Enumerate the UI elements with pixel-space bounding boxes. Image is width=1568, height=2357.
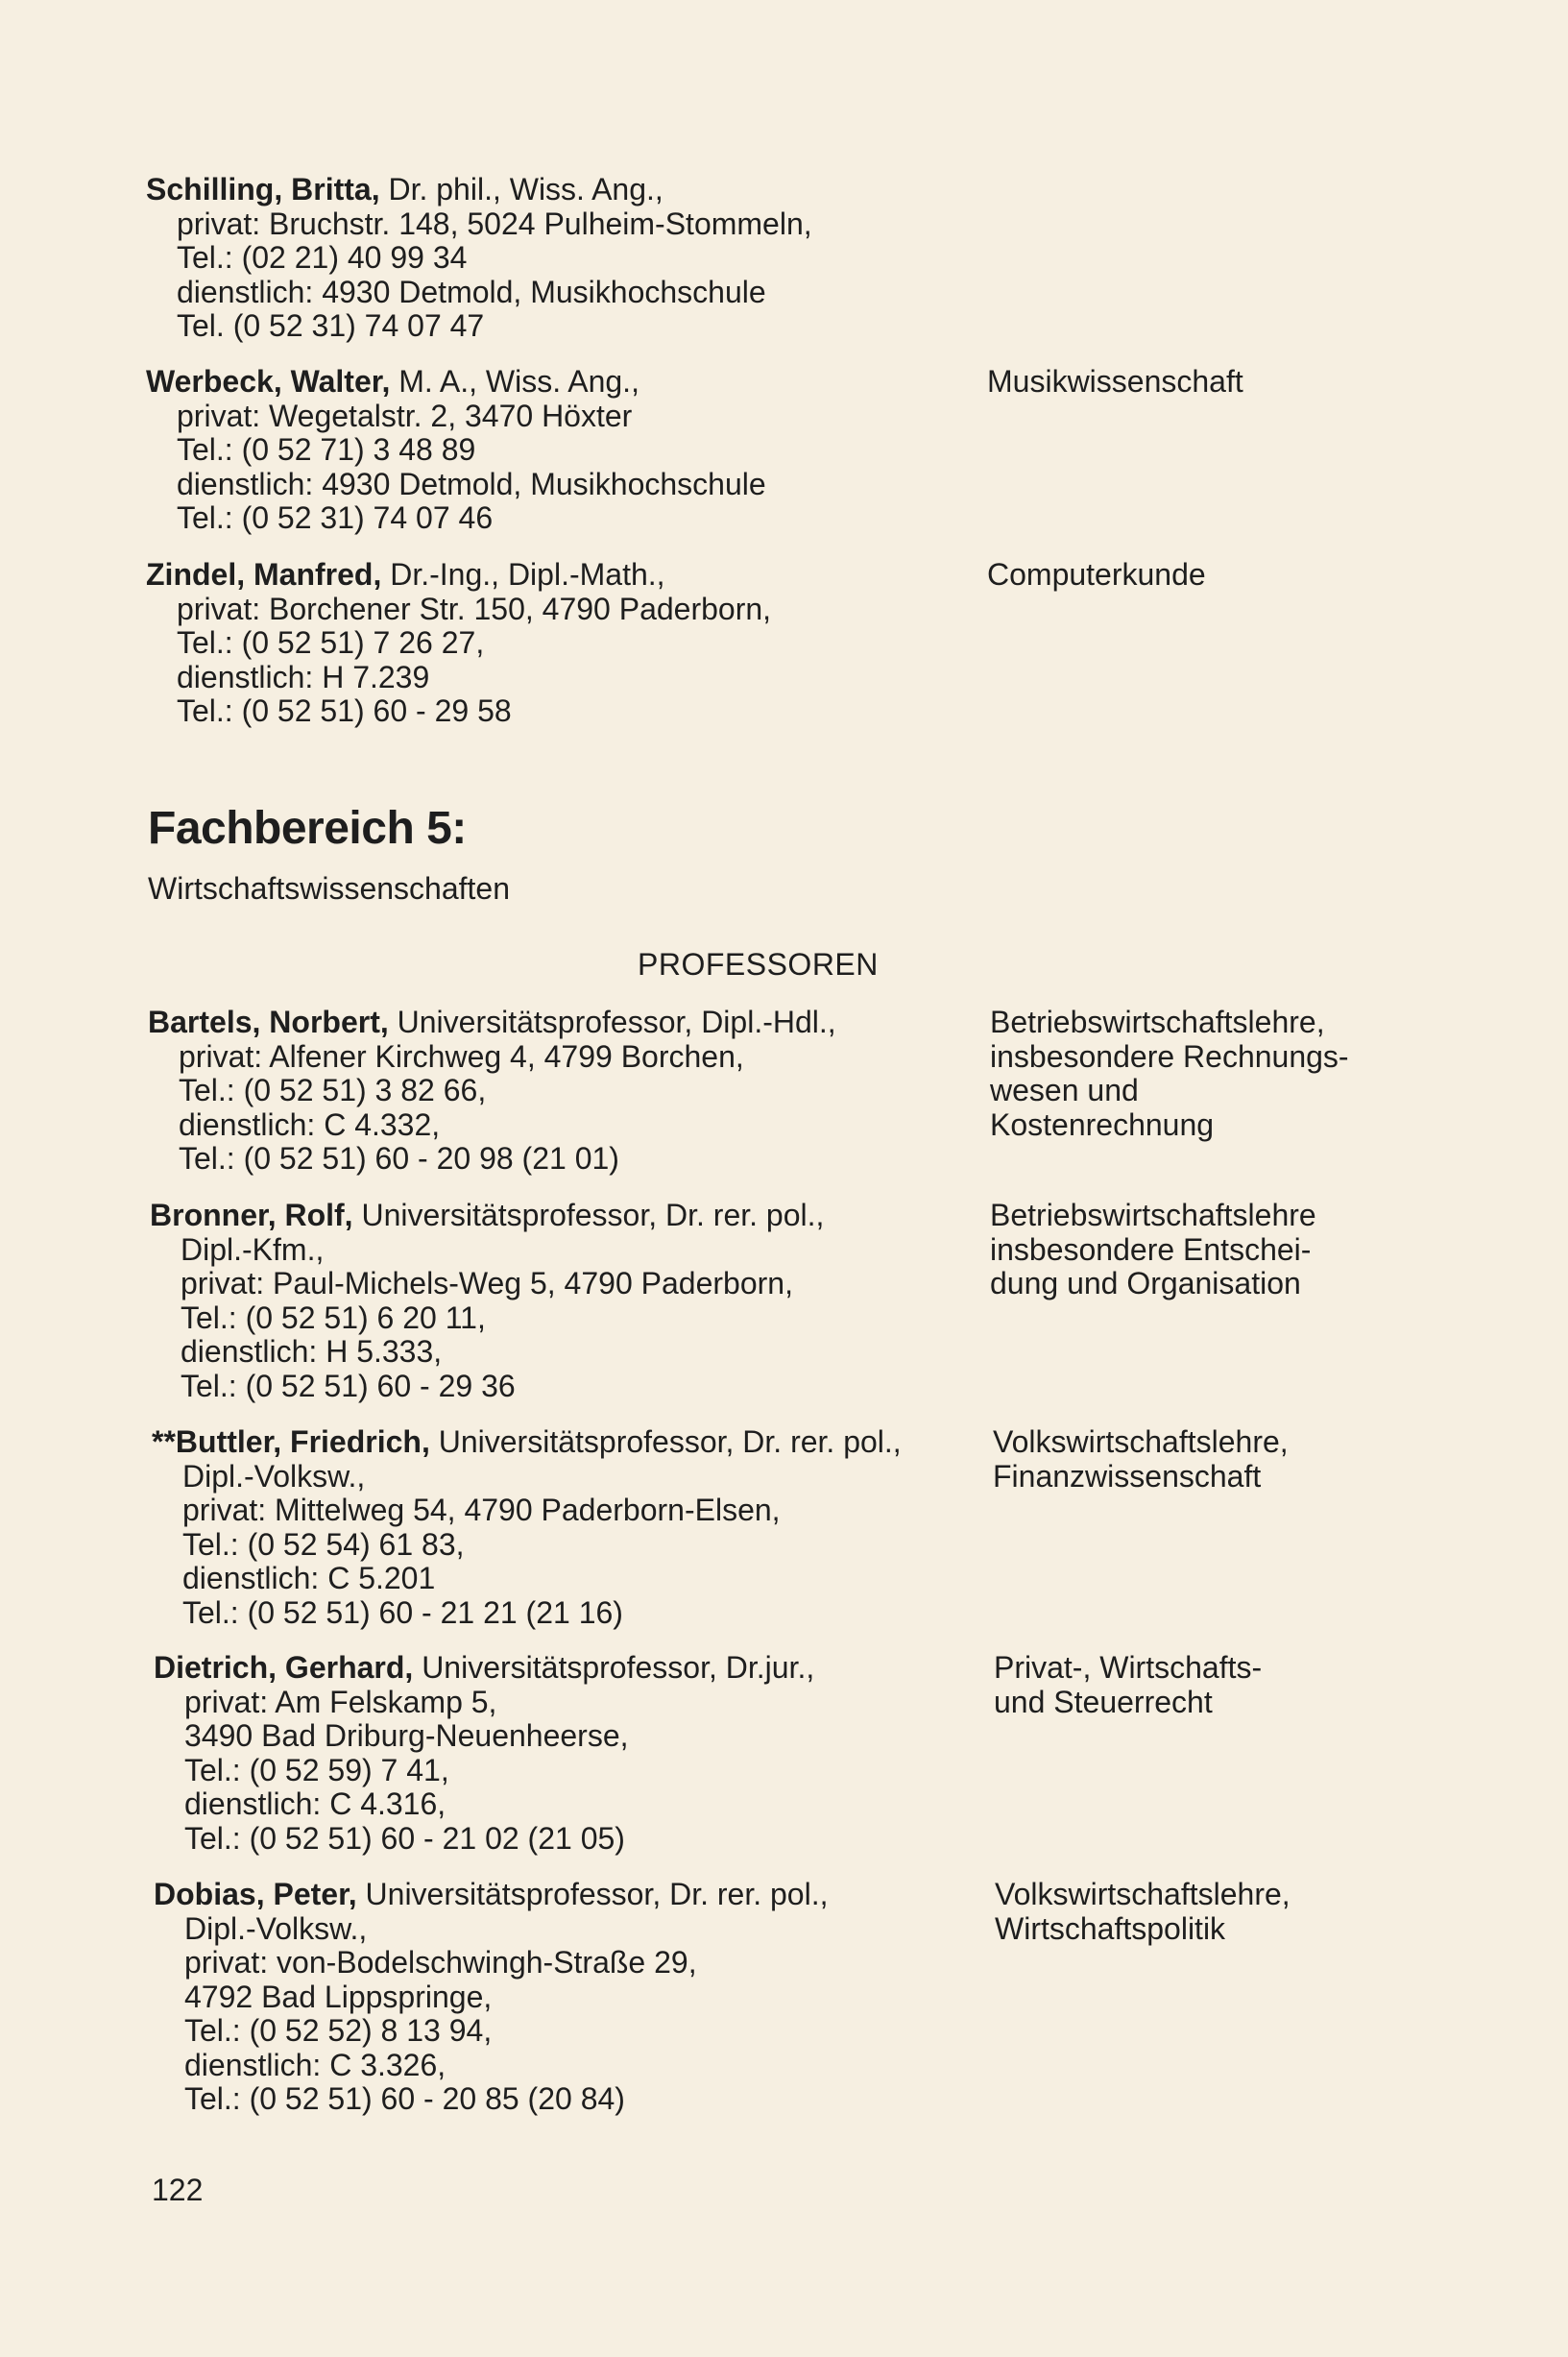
subject-line: wesen und — [990, 1073, 1139, 1107]
entry-line: Tel.: (02 21) 40 99 34 — [177, 240, 468, 275]
entry-line: Tel.: (0 52 51) 60 - 29 36 — [181, 1368, 516, 1403]
entry-heading — [154, 1651, 814, 1686]
subject-line: insbesondere Rechnungs- — [990, 1038, 1349, 1074]
entry-line: 4792 Bad Lippspringe, — [184, 1979, 493, 2014]
entry-line: dienstlich: H 7.239 — [177, 659, 430, 694]
entry-line: Tel.: (0 52 51) 60 - 29 58 — [177, 693, 512, 728]
entry-text — [154, 1878, 828, 2117]
entry-line: privat: Bruchstr. 148, 5024 Pulheim-Stommeln, — [177, 206, 812, 241]
subject-line: Wirtschaftspolitik — [995, 1910, 1226, 1946]
entry-line: Tel.: (0 52 31) 74 07 46 — [177, 500, 494, 535]
entry-line: dienstlich: 4930 Detmold, Musikhochschule — [177, 274, 766, 309]
entry-line: privat: Mittelweg 54, 4790 Paderborn-Elsen, — [182, 1493, 781, 1527]
entry-line: privat: Paul-Michels-Weg 5, 4790 Paderborn, — [181, 1266, 793, 1300]
entry-line: Tel.: (0 52 51) 7 26 27, — [177, 625, 485, 660]
entry-heading — [152, 1425, 902, 1460]
entry-text — [146, 173, 812, 344]
entry-line: Tel.: (0 52 52) 8 13 94, — [184, 2013, 493, 2048]
entry-line: Tel.: (0 52 51) 60 - 20 98 (21 01) — [179, 1141, 619, 1176]
entry-text — [154, 1651, 814, 1856]
subject-line: Betriebswirtschaftslehre, — [990, 1005, 1325, 1039]
person-title: Universitätsprofessor, Dr.jur., — [413, 1650, 815, 1685]
person-name: Schilling, Britta, — [146, 172, 380, 207]
subject-line: Volkswirtschaftslehre, — [993, 1424, 1289, 1459]
person-name: Werbeck, Walter, — [146, 364, 391, 399]
entry-text — [150, 1199, 824, 1403]
subject-field — [994, 1651, 1262, 1719]
entry-line: Dipl.-Kfm., — [181, 1231, 325, 1267]
entry-line: Tel.: (0 52 59) 7 41, — [184, 1752, 449, 1787]
entry-line: dienstlich: H 5.333, — [181, 1334, 443, 1369]
entry-text — [146, 558, 771, 729]
subject-field — [990, 1199, 1316, 1301]
entry-line: dienstlich: C 3.326, — [184, 2047, 446, 2082]
entry-heading — [146, 365, 766, 400]
entry-heading — [148, 1006, 836, 1040]
entry-line: privat: Am Felskamp 5, — [184, 1684, 497, 1719]
entry-line: dienstlich: C 4.316, — [184, 1786, 446, 1821]
entry-line: dienstlich: 4930 Detmold, Musikhochschule — [177, 466, 766, 501]
subject-line: Kostenrechnung — [990, 1106, 1215, 1142]
subject-field — [987, 365, 1243, 400]
page-number: 122 — [152, 2173, 204, 2207]
subject-line: Privat-, Wirtschafts- — [994, 1650, 1263, 1685]
entry-line: Tel.: (0 52 54) 61 83, — [182, 1526, 465, 1562]
entry-line: Dipl.-Volksw., — [182, 1458, 366, 1494]
subject-field — [993, 1425, 1289, 1494]
entry-heading — [146, 558, 771, 593]
subject-line: Betriebswirtschaftslehre — [990, 1198, 1316, 1232]
section-title: Fachbereich 5: — [148, 803, 467, 854]
entry-heading — [150, 1199, 824, 1233]
subject-field — [990, 1006, 1349, 1142]
subject-field — [987, 558, 1206, 593]
subject-line: Volkswirtschaftslehre, — [995, 1877, 1291, 1911]
person-title: Dr. phil., Wiss. Ang., — [379, 172, 663, 207]
person-name: Zindel, Manfred, — [146, 557, 382, 592]
subject-line: insbesondere Entschei- — [990, 1231, 1312, 1267]
entry-line: Tel.: (0 52 51) 60 - 21 02 (21 05) — [184, 1820, 625, 1856]
section-subtitle: Wirtschaftswissenschaften — [148, 871, 511, 906]
entry-line: privat: Alfener Kirchweg 4, 4799 Borchen, — [179, 1038, 744, 1074]
entry-line: privat: Borchener Str. 150, 4790 Paderborn, — [177, 591, 772, 626]
person-name: Bronner, Rolf, — [150, 1198, 353, 1232]
entry-heading — [146, 173, 812, 207]
entry-line: Dipl.-Volksw., — [184, 1910, 368, 1946]
person-title: M. A., Wiss. Ang., — [390, 364, 639, 399]
person-title: Universitätsprofessor, Dr. rer. pol., — [352, 1198, 825, 1232]
subject-line: und Steuerrecht — [994, 1684, 1213, 1719]
entry-text — [148, 1006, 836, 1177]
person-title: Universitätsprofessor, Dipl.-Hdl., — [388, 1005, 836, 1039]
subject-line: Computerkunde — [987, 557, 1206, 592]
entry-line: Tel.: (0 52 51) 60 - 21 21 (21 16) — [182, 1594, 623, 1630]
person-title: Dr.-Ing., Dipl.-Math., — [381, 557, 665, 592]
entry-line: dienstlich: C 4.332, — [179, 1106, 441, 1142]
entry-heading — [154, 1878, 828, 1912]
group-label: PROFESSOREN — [638, 947, 879, 982]
entry-line: Tel.: (0 52 71) 3 48 89 — [177, 432, 476, 467]
entry-text — [152, 1425, 902, 1630]
entry-line: Tel.: (0 52 51) 3 82 66, — [179, 1073, 487, 1107]
person-title: Universitätsprofessor, Dr. rer. pol., — [429, 1424, 902, 1459]
person-name: Dietrich, Gerhard, — [154, 1650, 414, 1685]
entry-text — [146, 365, 766, 536]
person-title: Universitätsprofessor, Dr. rer. pol., — [356, 1877, 829, 1911]
person-name: **Buttler, Friedrich, — [152, 1424, 430, 1459]
entry-line: Tel.: (0 52 51) 60 - 20 85 (20 84) — [184, 2081, 625, 2116]
entry-line: Tel.: (0 52 51) 6 20 11, — [181, 1300, 486, 1335]
entry-line: privat: von-Bodelschwingh-Straße 29, — [184, 1945, 697, 1980]
person-name: Dobias, Peter, — [154, 1877, 357, 1911]
entry-line: 3490 Bad Driburg-Neuenheerse, — [184, 1718, 629, 1753]
subject-line: dung und Organisation — [990, 1266, 1301, 1300]
subject-field — [995, 1878, 1291, 1946]
person-name: Bartels, Norbert, — [148, 1005, 389, 1039]
subject-line: Musikwissenschaft — [987, 364, 1243, 399]
subject-line: Finanzwissenschaft — [993, 1458, 1262, 1494]
entry-line: privat: Wegetalstr. 2, 3470 Höxter — [177, 398, 633, 433]
entry-line: Tel. (0 52 31) 74 07 47 — [177, 308, 485, 343]
entry-line: dienstlich: C 5.201 — [182, 1561, 436, 1595]
